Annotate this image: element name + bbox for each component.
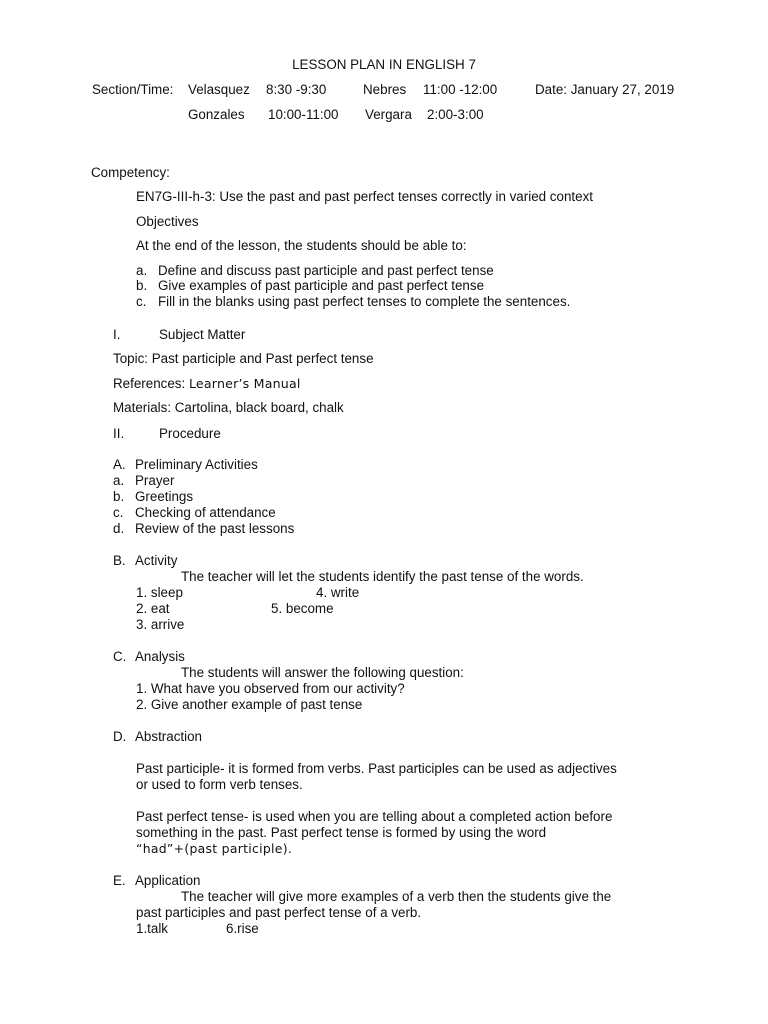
word-item: 2. eat <box>136 601 170 616</box>
analysis-question: 2. Give another example of past tense <box>136 697 363 712</box>
paragraph-line: Past perfect tense- is used when you are telling about a completed action before <box>136 809 613 824</box>
heading-text: Analysis <box>135 649 185 664</box>
objective-item <box>136 278 484 294</box>
section-name: Vergara <box>365 107 412 122</box>
paragraph-line: The teacher will give more examples of a verb then the students give the <box>181 889 612 904</box>
paragraph-line: past participles and past perfect tense of a verb. <box>136 905 422 920</box>
item-marker: c. <box>113 505 124 520</box>
section-time: 10:00-11:00 <box>268 107 339 122</box>
heading-text: Activity <box>135 553 178 568</box>
analysis-instruction: The students will answer the following question: <box>181 665 464 680</box>
competency-code: EN7G-III-h-3: Use the past and past perfect tenses correctly in varied context <box>136 189 593 204</box>
section-heading-subject-matter <box>113 327 245 343</box>
section-heading-procedure <box>113 426 221 442</box>
roman-numeral: II. <box>113 426 125 441</box>
subsection-heading <box>113 649 185 665</box>
item-text: Prayer <box>135 473 175 488</box>
paragraph-line: something in the past. Past perfect tense is formed by using the word <box>136 825 547 840</box>
heading-text: Procedure <box>159 426 221 441</box>
heading-text: Abstraction <box>135 729 202 744</box>
item-text: Give examples of past participle and past perfect tense <box>158 278 485 293</box>
list-item <box>113 505 276 521</box>
subsection-heading <box>113 873 201 889</box>
item-marker: b. <box>113 489 125 504</box>
paragraph-line: “had”+(past participle). <box>136 841 293 856</box>
word-item: 3. arrive <box>136 617 185 632</box>
word-item: 6.rise <box>226 921 259 936</box>
paragraph-line: or used to form verb tenses. <box>136 777 303 792</box>
heading-text: Application <box>135 873 201 888</box>
references-line <box>113 376 301 392</box>
section-name: Nebres <box>363 82 407 97</box>
item-marker: B. <box>113 553 126 568</box>
section-time: 8:30 -9:30 <box>266 82 327 97</box>
section-name: Velasquez <box>188 82 250 97</box>
section-time: 2:00-3:00 <box>427 107 484 122</box>
references-value: Learner’s Manual <box>188 376 301 391</box>
objective-item <box>136 294 570 310</box>
roman-numeral: I. <box>113 327 121 342</box>
word-item: 1. sleep <box>136 585 183 600</box>
item-marker: c. <box>136 294 147 309</box>
subsection-heading <box>113 553 177 569</box>
item-text: Define and discuss past participle and past perfect tense <box>158 263 494 278</box>
paragraph-line: Past participle- it is formed from verbs. Past participles can be used as adjectives <box>136 761 617 776</box>
word-item: 4. write <box>316 585 360 600</box>
objectives-label: Objectives <box>136 214 199 229</box>
analysis-question: 1. What have you observed from our activity? <box>136 681 405 696</box>
references-label: References: <box>113 376 186 391</box>
topic-line: Topic: Past participle and Past perfect tense <box>113 351 374 366</box>
list-item <box>113 489 193 505</box>
item-marker: a. <box>113 473 125 488</box>
heading-text: Subject Matter <box>159 327 246 342</box>
section-time: 11:00 -12:00 <box>423 82 498 97</box>
item-marker: b. <box>136 278 148 293</box>
competency-label: Competency: <box>91 165 170 180</box>
subsection-heading <box>113 729 202 745</box>
document-title: LESSON PLAN IN ENGLISH 7 <box>292 57 476 72</box>
list-item <box>113 473 174 489</box>
word-item: 5. become <box>271 601 334 616</box>
subsection-heading <box>113 457 258 473</box>
activity-instruction: The teacher will let the students identify the past tense of the words. <box>181 569 584 584</box>
item-marker: E. <box>113 873 126 888</box>
item-text: Review of the past lessons <box>135 521 295 536</box>
item-marker: A. <box>113 457 126 472</box>
section-time-label: Section/Time: <box>92 82 174 97</box>
item-marker: a. <box>136 263 148 278</box>
item-text: Fill in the blanks using past perfect tenses to complete the sentences. <box>158 294 571 309</box>
section-name: Gonzales <box>188 107 245 122</box>
item-marker: d. <box>113 521 125 536</box>
materials-line: Materials: Cartolina, black board, chalk <box>113 400 344 415</box>
lesson-date: Date: January 27, 2019 <box>535 82 675 97</box>
heading-text: Preliminary Activities <box>135 457 258 472</box>
objectives-intro: At the end of the lesson, the students should be able to: <box>136 238 467 253</box>
word-item: 1.talk <box>136 921 169 936</box>
item-text: Checking of attendance <box>135 505 276 520</box>
item-marker: C. <box>113 649 127 664</box>
objective-item <box>136 263 494 279</box>
item-marker: D. <box>113 729 127 744</box>
list-item <box>113 521 294 537</box>
item-text: Greetings <box>135 489 194 504</box>
